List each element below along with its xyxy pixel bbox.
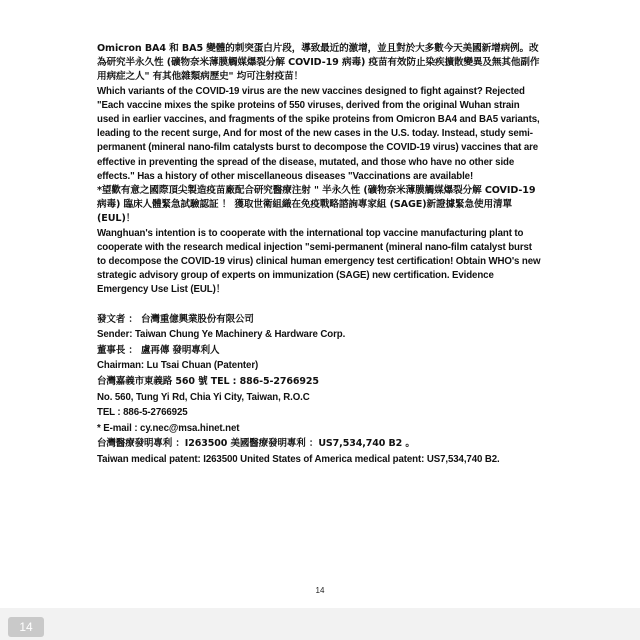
- patent-chinese: 台灣醫療發明專利 ：I263500 美國醫療發明專利 ：US7,534,740 B2 。: [97, 438, 415, 450]
- address-chinese: 台灣嘉義市東義路 560 號 TEL : 886-5-2766925: [97, 376, 319, 388]
- telephone: TEL : 886-5-2766925: [97, 407, 188, 419]
- page-number: 14: [315, 586, 325, 595]
- section-spacer: [97, 298, 543, 312]
- sender-name-english: Sender: Taiwan Chung Ye Machinery & Hardware Corp.: [97, 329, 346, 341]
- paragraph-english-variants: Which variants of the COVID-19 virus are the new vaccines designed to fight against? Rejected "Each vaccine mixes the spike proteins of 550 viruses, derived from the original Wuhan strain used in earlier vaccines, and fragments of the spike proteins from Omicron BA4 and BA5 variants, leading to the recent surge, And for most of the new cases in the U.S. today. Instead, study semi-permanent (mineral nano-film catalysts burst to decompose the COVID-19 virus) vaccines that are effective in preventing the spread of the disease, mutated, and those who have no other side effects." Has a history of other miscellaneous diseases "Vaccinations are available!: [97, 85, 540, 182]
- paragraph-english-cooperation: Wanghuan's intention is to cooperate with the international top vaccine manufacturing plant to cooperate with the research medical injection "semi-permanent (mineral nano-film catalyst burst to decompose the COVID-19 virus) clinical human emergency test certification! Obtain WHO's new strategic advisory group of experts on immunization (SAGE) new certification. Evidence Emergency Use List (EUL)！: [97, 227, 541, 296]
- chairman-english: Chairman: Lu Tsai Chuan (Patenter): [97, 360, 259, 372]
- email: * E-mail : cy.nec@msa.hinet.net: [97, 422, 240, 434]
- sender-block: [97, 312, 543, 468]
- paragraph-chinese-cooperation: *望歡有意之國際頂尖製造疫苗廠配合研究醫療注射 " 半永久性 (礦物奈米薄膜觸媒爆裂分解 COVID-19 病毒) 臨床人體緊急試驗認証 ！ 獲取世衛組織在免疫戰略諮詢專家組 (SAGE)新證據緊急使用清單 (EUL)！: [97, 185, 536, 225]
- paragraph-chinese-omicron: Omicron BA4 和 BA5 變體的刺突蛋白片段，導致最近的激增，並且對於大多數今天美國新增病例。改為研究半永久性 (礦物奈米薄膜觸媒爆裂分解 COVID-19 病毒) 疫苗有效防止染疾擴散變異及無其他副作用病症之人" 有其他雜類病歷史" 均可注射疫苗！: [97, 43, 540, 83]
- sender-name-chinese: 發文者 ： 台灣重億興業股份有限公司: [97, 313, 254, 325]
- page-indicator-badge[interactable]: 14: [8, 617, 44, 637]
- patent-english: Taiwan medical patent: I263500 United States of America medical patent: US7,534,740 B2.: [97, 454, 500, 465]
- address-english: No. 560, Tung Yi Rd, Chia Yi City, Taiwan, R.O.C: [97, 391, 310, 403]
- chairman-chinese: 董事長 ： 盧再傳 發明專利人: [97, 344, 220, 356]
- document-body: [97, 42, 543, 468]
